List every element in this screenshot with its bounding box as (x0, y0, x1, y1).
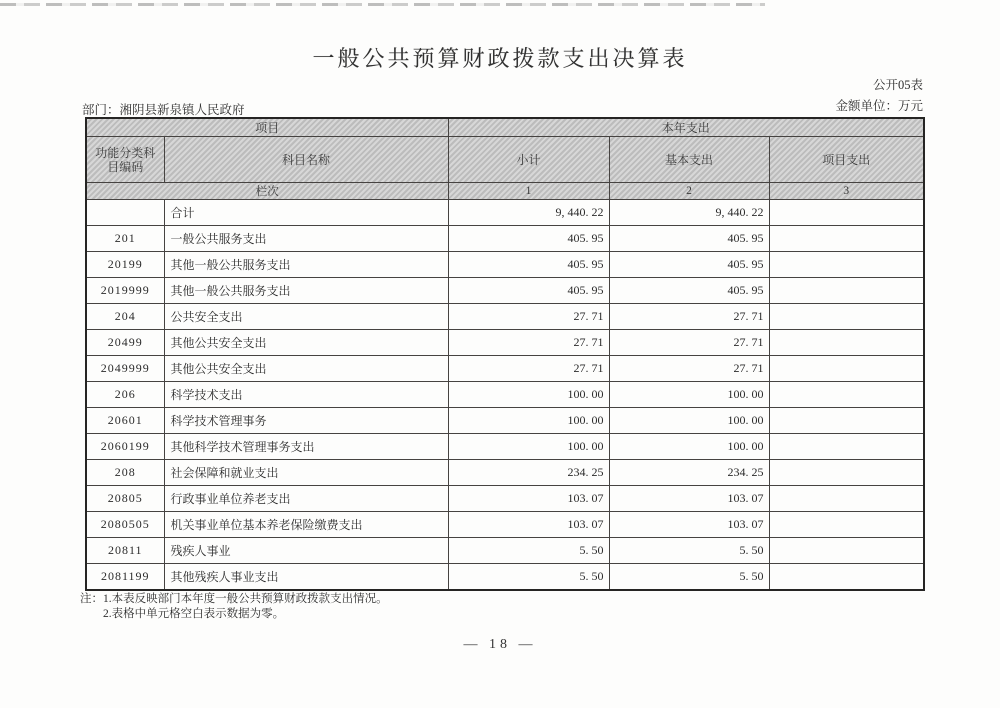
row-name-cell: 一般公共服务支出 (164, 226, 448, 252)
table-row (86, 200, 924, 226)
row-subtotal-cell: 103. 07 (448, 486, 609, 512)
row-name-cell: 其他科学技术管理事务支出 (164, 434, 448, 460)
row-subtotal-cell: 9, 440. 22 (448, 200, 609, 226)
budget-table-wrap (85, 117, 925, 591)
row-code-cell: 20199 (86, 252, 164, 278)
row-code-cell: 20811 (86, 538, 164, 564)
row-basic-cell: 103. 07 (609, 486, 769, 512)
row-name-cell: 科学技术管理事务 (164, 408, 448, 434)
row-code-cell: 2080505 (86, 512, 164, 538)
row-basic-cell: 27. 71 (609, 304, 769, 330)
table-row (86, 356, 924, 382)
row-subtotal-cell: 5. 50 (448, 564, 609, 591)
row-name-cell: 残疾人事业 (164, 538, 448, 564)
row-subtotal-cell: 100. 00 (448, 434, 609, 460)
budget-expenditure-table (85, 117, 925, 591)
table-row (86, 304, 924, 330)
row-code-cell: 2060199 (86, 434, 164, 460)
header-group-row (86, 118, 924, 137)
row-code-cell: 20601 (86, 408, 164, 434)
row-basic-cell: 27. 71 (609, 330, 769, 356)
header-col-subtotal: 小计 (448, 137, 609, 183)
table-row (86, 538, 924, 564)
row-subtotal-cell: 234. 25 (448, 460, 609, 486)
row-name-cell: 行政事业单位养老支出 (164, 486, 448, 512)
table-row (86, 226, 924, 252)
row-subtotal-cell: 100. 00 (448, 408, 609, 434)
header-columns-row (86, 137, 924, 183)
row-basic-cell: 103. 07 (609, 512, 769, 538)
row-project-cell (769, 538, 924, 564)
form-code-label: 公开05表 (872, 78, 923, 92)
row-subtotal-cell: 103. 07 (448, 512, 609, 538)
row-project-cell (769, 564, 924, 591)
department-label: 部门：湘阴县新泉镇人民政府 (82, 103, 245, 117)
row-basic-cell: 405. 95 (609, 252, 769, 278)
footnote-2: 2.表格中单元格空白表示数据为零。 (103, 608, 285, 620)
row-name-cell: 科学技术支出 (164, 382, 448, 408)
table-row (86, 434, 924, 460)
row-code-cell: 201 (86, 226, 164, 252)
row-subtotal-cell: 27. 71 (448, 356, 609, 382)
amount-unit-label: 金额单位：万元 (835, 99, 923, 113)
table-row (86, 252, 924, 278)
row-code-cell: 2081199 (86, 564, 164, 591)
header-rank-row (86, 183, 924, 200)
row-code-cell: 2019999 (86, 278, 164, 304)
header-rank-3: 3 (769, 183, 924, 200)
row-project-cell (769, 486, 924, 512)
row-basic-cell: 234. 25 (609, 460, 769, 486)
row-project-cell (769, 330, 924, 356)
row-code-cell: 204 (86, 304, 164, 330)
row-basic-cell: 5. 50 (609, 538, 769, 564)
row-basic-cell: 100. 00 (609, 408, 769, 434)
row-basic-cell: 405. 95 (609, 226, 769, 252)
header-group-current-year-expenditure: 本年支出 (448, 118, 924, 137)
row-subtotal-cell: 405. 95 (448, 252, 609, 278)
header-col-project-expenditure: 项目支出 (769, 137, 924, 183)
row-subtotal-cell: 405. 95 (448, 226, 609, 252)
row-name-cell: 机关事业单位基本养老保险缴费支出 (164, 512, 448, 538)
header-group-project: 项目 (86, 118, 448, 137)
row-project-cell (769, 278, 924, 304)
row-subtotal-cell: 5. 50 (448, 538, 609, 564)
row-code-cell: 206 (86, 382, 164, 408)
row-name-cell: 其他公共安全支出 (164, 356, 448, 382)
table-row (86, 278, 924, 304)
row-project-cell (769, 408, 924, 434)
row-code-cell: 20499 (86, 330, 164, 356)
row-name-cell: 公共安全支出 (164, 304, 448, 330)
table-row (86, 408, 924, 434)
table-body (86, 200, 924, 591)
row-subtotal-cell: 405. 95 (448, 278, 609, 304)
header-rank-label: 栏次 (86, 183, 448, 200)
header-col-function-code: 功能分类科目编码 (86, 137, 164, 183)
row-project-cell (769, 226, 924, 252)
row-project-cell (769, 434, 924, 460)
page-number: — 18 — (463, 637, 537, 652)
row-subtotal-cell: 27. 71 (448, 304, 609, 330)
row-project-cell (769, 356, 924, 382)
row-project-cell (769, 512, 924, 538)
row-code-cell: 208 (86, 460, 164, 486)
row-basic-cell: 405. 95 (609, 278, 769, 304)
row-project-cell (769, 382, 924, 408)
row-basic-cell: 9, 440. 22 (609, 200, 769, 226)
table-row (86, 512, 924, 538)
header-col-basic-expenditure: 基本支出 (609, 137, 769, 183)
table-row (86, 382, 924, 408)
row-basic-cell: 27. 71 (609, 356, 769, 382)
row-name-cell: 其他残疾人事业支出 (164, 564, 448, 591)
table-row (86, 330, 924, 356)
row-name-cell: 其他一般公共服务支出 (164, 278, 448, 304)
row-project-cell (769, 460, 924, 486)
footnotes (80, 592, 388, 622)
table-row (86, 486, 924, 512)
scan-edge-artifact (0, 3, 765, 6)
footnote-1: 注：1.本表反映部门本年度一般公共预算财政拨款支出情况。 (80, 593, 388, 605)
row-basic-cell: 5. 50 (609, 564, 769, 591)
row-name-cell: 合计 (164, 200, 448, 226)
header-col-subject-name: 科目名称 (164, 137, 448, 183)
header-rank-1: 1 (448, 183, 609, 200)
row-name-cell: 其他一般公共服务支出 (164, 252, 448, 278)
table-row (86, 564, 924, 591)
row-name-cell: 社会保障和就业支出 (164, 460, 448, 486)
row-basic-cell: 100. 00 (609, 434, 769, 460)
row-basic-cell: 100. 00 (609, 382, 769, 408)
row-project-cell (769, 200, 924, 226)
table-row (86, 460, 924, 486)
row-project-cell (769, 304, 924, 330)
row-code-cell: 2049999 (86, 356, 164, 382)
row-project-cell (769, 252, 924, 278)
row-code-cell: 20805 (86, 486, 164, 512)
row-subtotal-cell: 100. 00 (448, 382, 609, 408)
header-rank-2: 2 (609, 183, 769, 200)
row-code-cell (86, 200, 164, 226)
page-title: 一般公共预算财政拨款支出决算表 (312, 46, 688, 71)
row-name-cell: 其他公共安全支出 (164, 330, 448, 356)
row-subtotal-cell: 27. 71 (448, 330, 609, 356)
